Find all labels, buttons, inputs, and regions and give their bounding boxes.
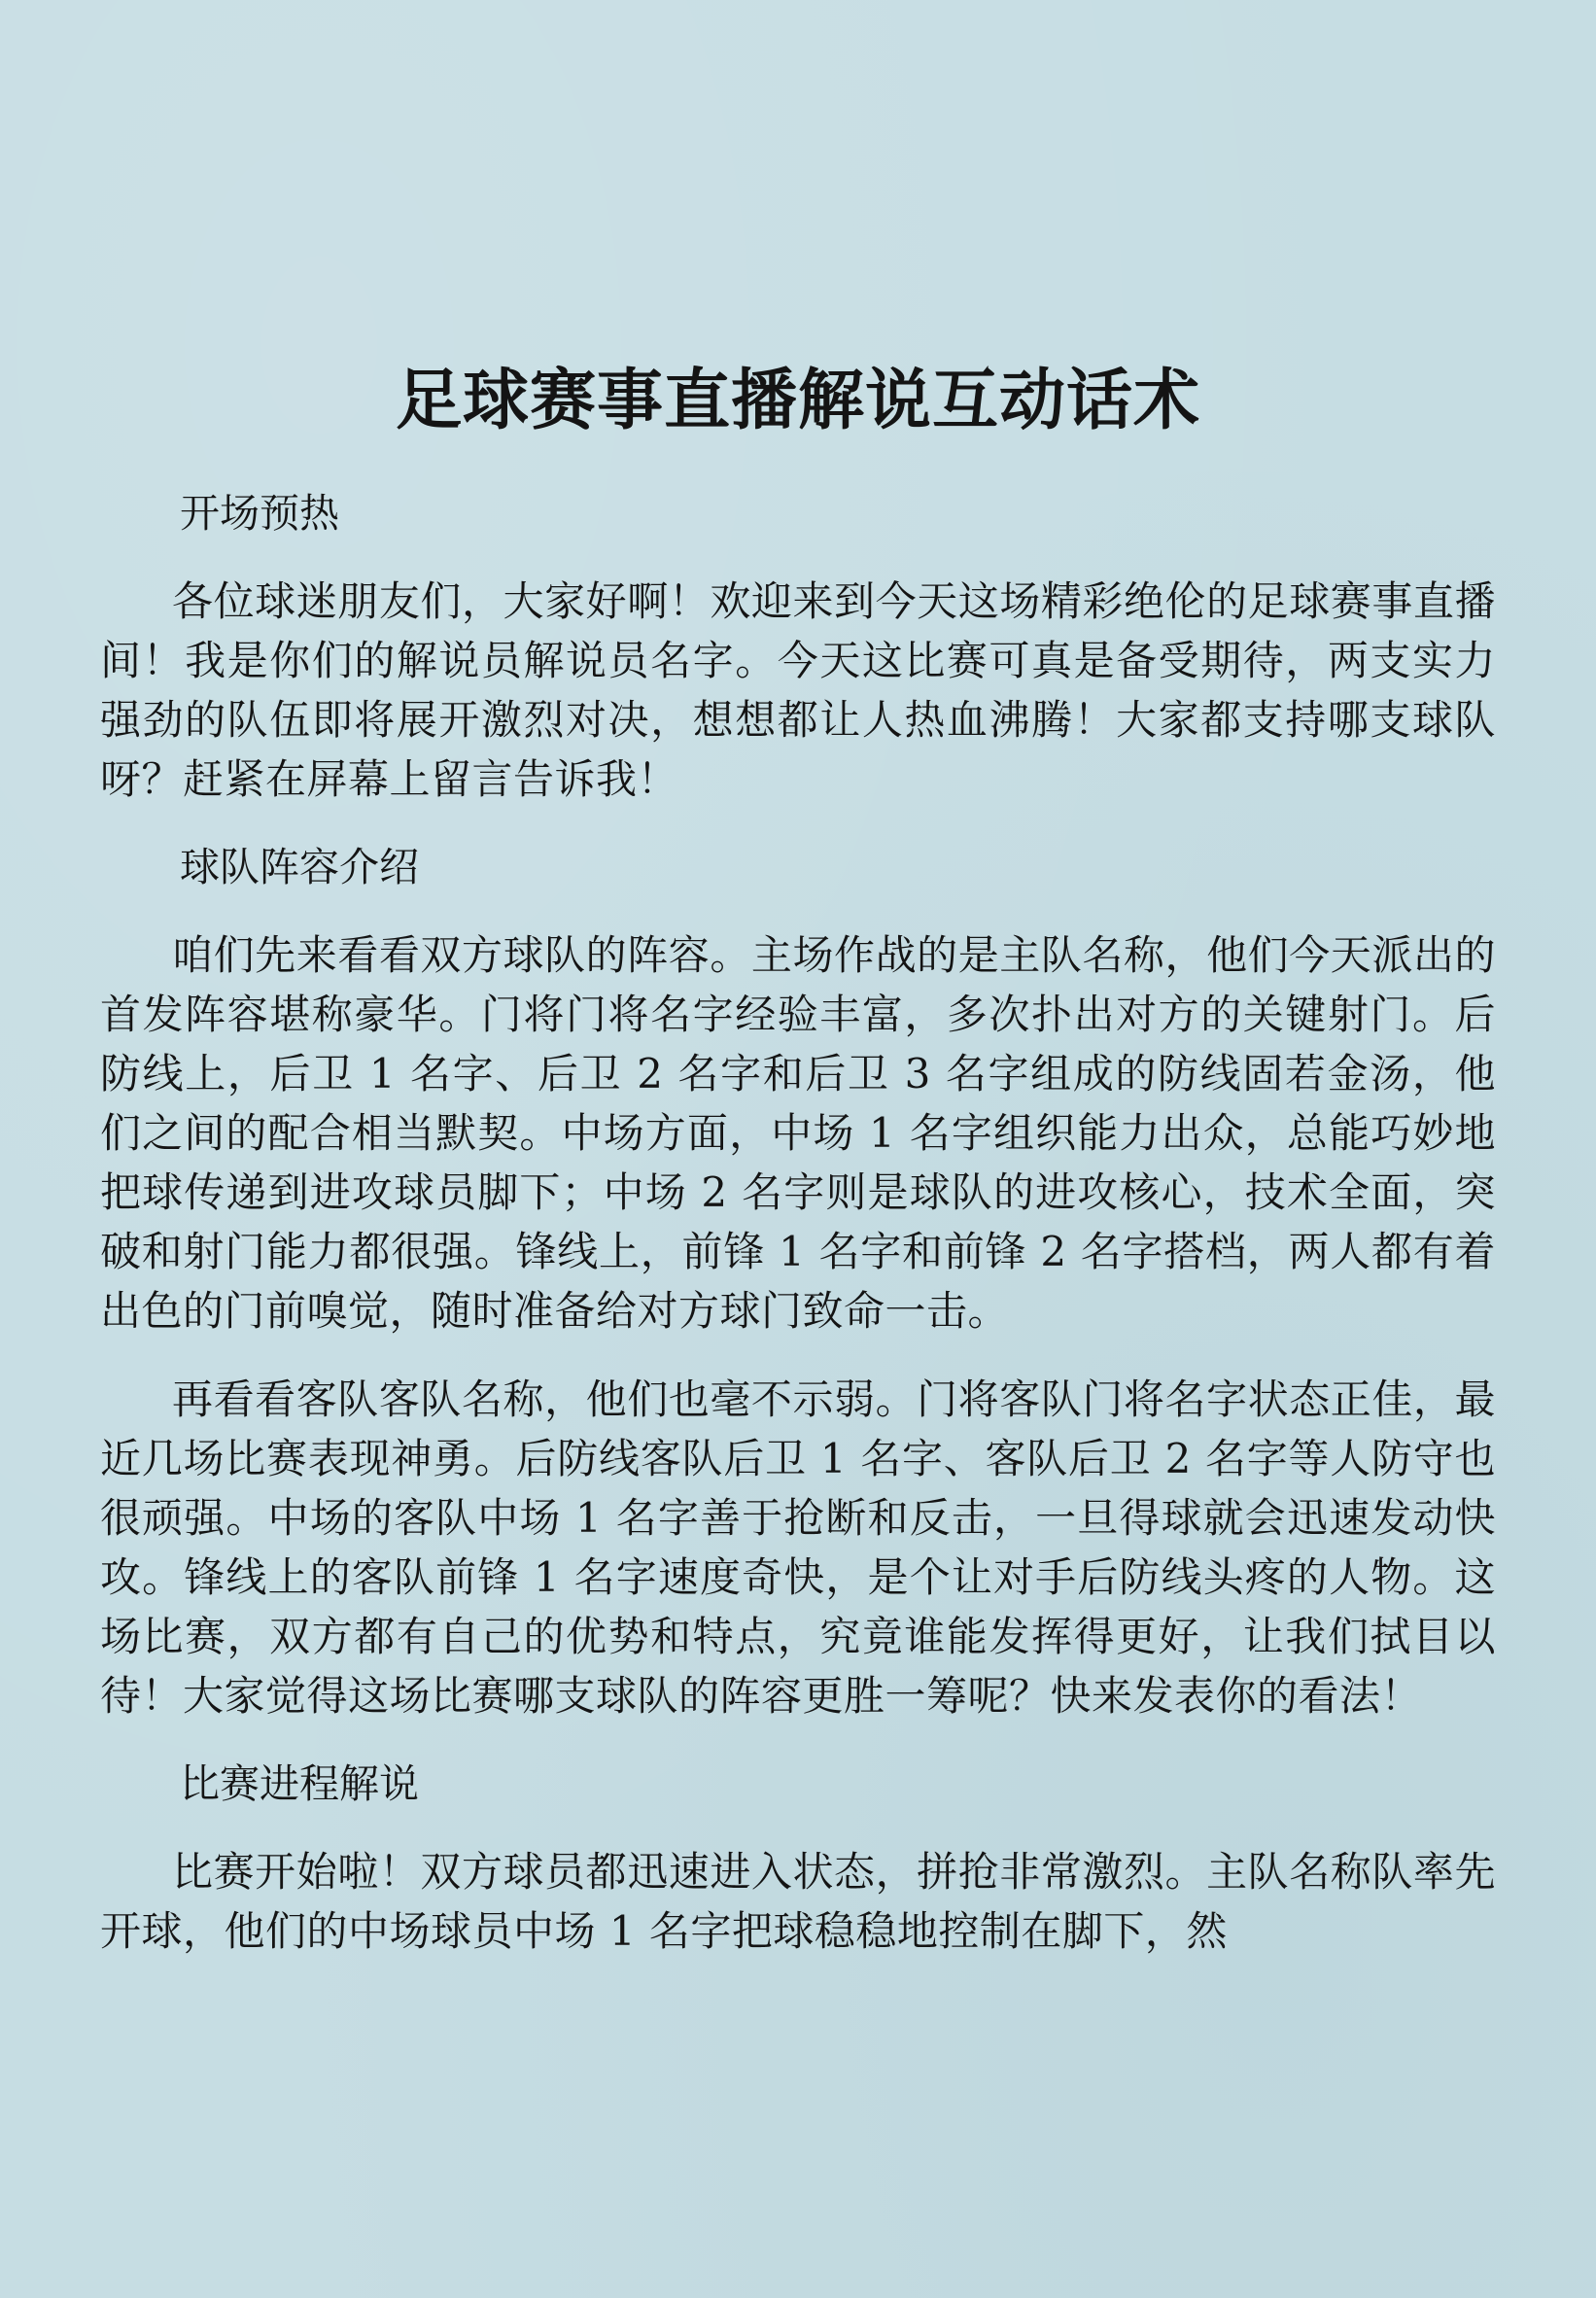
paragraph-home-lineup: 咱们先来看看双方球队的阵容。主场作战的是主队名称，他们今天派出的首发阵容堪称豪华。门将门将名字经验丰富，多次扑出对方的关键射门。后防线上，后卫 1 名字、后卫 2 名字和后卫 3 名字组成的防线固若金汤，他们之间的配合相当默契。中场方面，中场 1 名字组织能力出众，总能巧妙地把球传递到进攻球员脚下；中场 2 名字则是球队的进攻核心，技术全面，突破和射门能力都很强。锋线上，前锋 1 名字和前锋 2 名字搭档，两人都有着出色的门前嗅觉，随时准备给对方球门致命一击。 [100,931,1496,1335]
section-heading-lineup: 球队阵容介绍 [180,844,419,890]
section-heading-warmup: 开场预热 [180,490,339,537]
document-title: 足球赛事直播解说互动话术 [395,363,1200,439]
paragraph-away-lineup: 再看看客队客队名称，他们也毫不示弱。门将客队门将名字状态正佳，最近几场比赛表现神勇。后防线客队后卫 1 名字、客队后卫 2 名字等人防守也很顽强。中场的客队中场 1 名字善于抢断和反击，一旦得球就会迅速发动快攻。锋线上的客队前锋 1 名字速度奇快，是个让对手后防线头疼的人物。这场比赛，双方都有自己的优势和特点，究竟谁能发挥得更好，让我们拭目以待！大家觉得这场比赛哪支球队的阵容更胜一筹呢？快来发表你的看法！ [100,1375,1496,1720]
section-heading-match-progress: 比赛进程解说 [180,1760,419,1807]
document-body [100,484,1496,1990]
paragraph-warmup: 各位球迷朋友们，大家好啊！欢迎来到今天这场精彩绝伦的足球赛事直播间！我是你们的解说员解说员名字。今天这比赛可真是备受期待，两支实力强劲的队伍即将展开激烈对决，想想都让人热血沸腾！大家都支持哪支球队呀？赶紧在屏幕上留言告诉我！ [100,577,1496,803]
paragraph-match-progress: 比赛开始啦！双方球员都迅速进入状态，拼抢非常激烈。主队名称队率先开球，他们的中场球员中场 1 名字把球稳稳地控制在脚下，然 [100,1848,1496,1955]
